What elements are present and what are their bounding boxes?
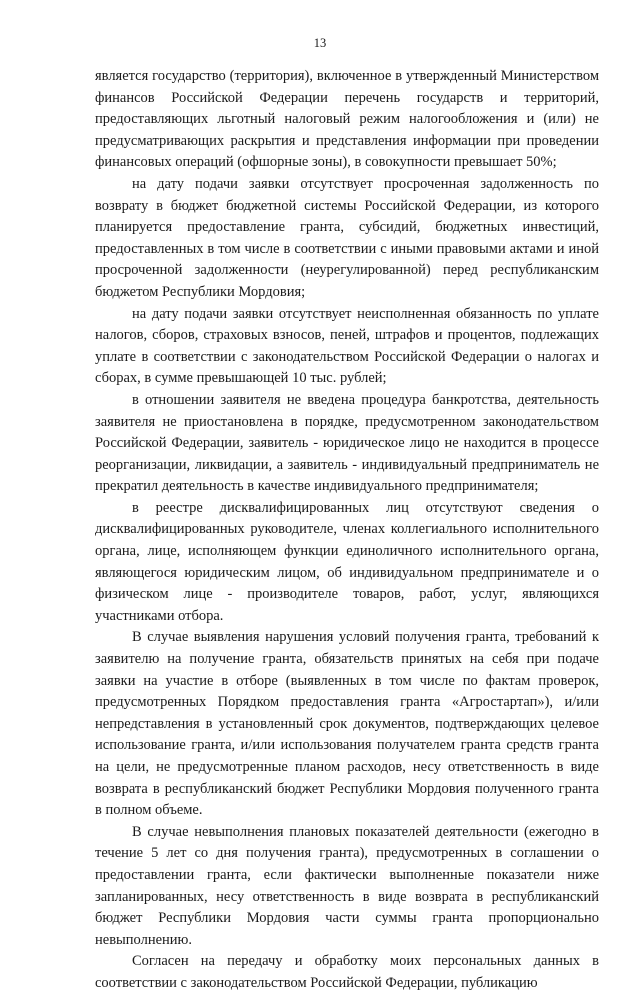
paragraph-disqualified-registry: в реестре дисквалифицированных лиц отсутствуют сведения о дисквалифицированных руководителе, членах коллегиального исполнительного органа, лице, исполняющем функции единоличного исполнительного органа, являющегося юридическим лицом, об индивидуальном предпринимателе и о физическом лице - производителе товаров, работ, услуг, являющихся участниками отбора.: [95, 499, 599, 624]
paragraph-offshore-share: является государство (территория), включенное в утвержденный Министерством финансов Российской Федерации перечень государств и территорий, предоставляющих льготный налоговый режим налогообложения и (или) не предусматривающих раскрытия и представления информации при проведении финансовых операций (офшорные зоны), в совокупности превышает 50%;: [95, 68, 599, 171]
paragraph-personal-data-consent: Согласен на передачу и обработку моих персональных данных в соответствии с законодательством Российской Федерации, публикацию: [95, 953, 599, 991]
paragraph-no-bankruptcy: в отношении заявителя не введена процедура банкротства, деятельность заявителя не приостановлена в порядке, предусмотренном законодательством Российской Федерации, заявитель - юридическое лицо не находится в процессе реорганизации, ликвидации, а заявитель - индивидуальный предприниматель не прекратил деятельность в качестве индивидуального предпринимателя;: [95, 391, 599, 495]
page-number: 13: [313, 36, 327, 50]
paragraph-plan-nonfulfillment-liability: В случае невыполнения плановых показателей деятельности (ежегодно в течение 5 лет со дня получения гранта), предусмотренных в соглашении о предоставлении гранта, если фактически выполненные показатели ниже запланированных, несу ответственность в виде возврата в республиканский бюджет Республики Мордовия части суммы гранта пропорционально невыполнению.: [95, 823, 599, 948]
document-body: [95, 66, 599, 995]
paragraph-no-overdue-debt: на дату подачи заявки отсутствует просроченная задолженность по возврату в бюджет бюджетной системы Российской Федерации, из которого планируется предоставление гранта, субсидий, бюджетных инвестиций, предоставленных в том числе в соответствии с иными правовыми актами и иной просроченной задолженности (неурегулированной) перед республиканским бюджетом Республики Мордовия;: [95, 175, 599, 300]
paragraph-no-tax-arrears: на дату подачи заявки отсутствует неисполненная обязанность по уплате налогов, сборов, страховых взносов, пеней, штрафов и процентов, подлежащих уплате в соответствии с законодательством Российской Федерации о налогах и сборах, в сумме превышающей 10 тыс. рублей;: [95, 305, 599, 387]
paragraph-grant-violation-liability: В случае выявления нарушения условий получения гранта, требований к заявителю на получение гранта, обязательств принятых на себя при подаче заявки на участие в отборе (выявленных в том числе по фактам проверок, предусмотренных Порядком предоставления гранта «Агростартап»), и/или непредставления в установленный срок документов, подтверждающих целевое использование гранта, и/или использования получателем гранта средств гранта на цели, не предусмотренные планом расходов, несу ответственность в виде возврата в республиканский бюджет Республики Мордовия полученного гранта в полном объеме.: [95, 629, 599, 819]
